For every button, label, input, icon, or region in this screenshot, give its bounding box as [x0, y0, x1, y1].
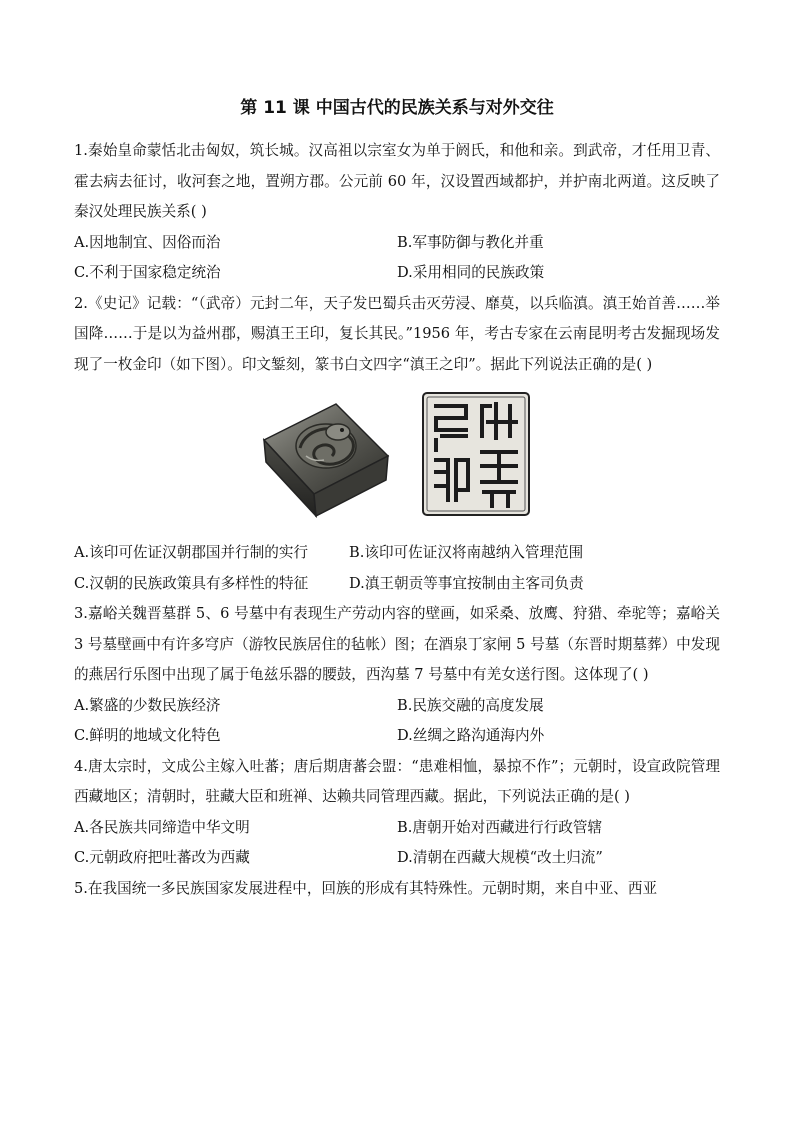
question-3-option-c: C.鲜明的地域文化特色 [74, 727, 221, 744]
question-3-option-b: B.民族交融的高度发展 [397, 696, 544, 714]
question-4-stem: 4.唐太宗时，文成公主嫁入吐蕃；唐后期唐蕃会盟：“患难相恤，暴掠不作”；元朝时，设宣政院管理西藏地区；清朝时，驻藏大臣和班禅、达赖共同管理西藏。据此，下列说法正确的是( ) [74, 757, 720, 805]
seal-impression-image [422, 392, 530, 516]
question-1-option-c: C.不利于国家稳定统治 [74, 264, 221, 281]
question-3-option-d: D.丝绸之路沟通海内外 [397, 727, 545, 744]
question-3-option-a: A.繁盛的少数民族经济 [74, 696, 221, 714]
gold-seal-photo [260, 396, 392, 520]
question-4-options [74, 813, 720, 844]
question-1-option-d: D.采用相同的民族政策 [397, 264, 545, 281]
question-1-option-a: A.因地制宜、因俗而治 [74, 233, 221, 251]
question-2-option-d: D.滇王朝贡等事宜按制由主客司负责 [349, 574, 584, 592]
question-1-options-2 [74, 258, 720, 289]
question-2-stem: 2.《史记》记载：“（武帝）元封二年，天子发巴蜀兵击灭劳浸、靡莫，以兵临滇。滇王始首善……举国降……于是以为益州郡，赐滇王王印，复长其民。”1956 年，考古专家在云南昆明考古发掘现场发现了一枚金印（如下图）。印文錾刻，篆书白文四字“滇王之印”。据此下列说法正确的是( ) [74, 294, 720, 373]
question-list [74, 136, 720, 904]
question-5-stem: 5.在我国统一多民族国家发展进程中，回族的形成有其特殊性。元朝时期，来自中亚、西亚 [74, 879, 658, 897]
page-title: 第 11 课 中国古代的民族关系与对外交往 [240, 98, 554, 118]
question-1-options [74, 228, 720, 259]
question-2-figure [74, 388, 720, 528]
question-3-stem: 3.嘉峪关魏晋墓群 5、6 号墓中有表现生产劳动内容的壁画，如采桑、放鹰、狩猎、牵驼等；嘉峪关 3 号墓壁画中有许多穹庐（游牧民族居住的毡帐）图；在酒泉丁家闸 5 号墓（东晋时期墓葬）中发现的燕居行乐图中出现了属于龟兹乐器的腰鼓，西沟墓 7 号墓中有羌女送行图。这体现了( ) [74, 605, 720, 683]
question-2-option-b: B.该印可佐证汉将南越纳入管理范围 [349, 544, 584, 561]
question-4-option-a: A.各民族共同缔造中华文明 [74, 818, 250, 836]
question-4-options-2 [74, 843, 720, 874]
question-2-options-2 [74, 569, 720, 600]
question-1-option-b: B.军事防御与教化并重 [397, 233, 544, 251]
question-2-option-a: A.该印可佐证汉朝郡国并行制的实行 [74, 544, 309, 561]
question-3-options [74, 691, 720, 722]
question-4-option-b: B.唐朝开始对西藏进行行政管辖 [397, 818, 603, 836]
question-4-option-d: D.清朝在西藏大规模“改土归流” [397, 849, 603, 866]
question-2-option-c: C.汉朝的民族政策具有多样性的特征 [74, 574, 309, 592]
question-4-option-c: C.元朝政府把吐蕃改为西藏 [74, 849, 250, 866]
question-1-stem: 1.秦始皇命蒙恬北击匈奴，筑长城。汉高祖以宗室女为单于阏氏，和他和亲。到武帝，才任用卫青、霍去病去征讨，收河套之地，置朔方郡。公元前 60 年，汉设置西域都护，并护南北两道。这反映了秦汉处理民族关系( ) [74, 142, 720, 220]
question-2-options [74, 538, 720, 569]
question-3-options-2 [74, 721, 720, 752]
